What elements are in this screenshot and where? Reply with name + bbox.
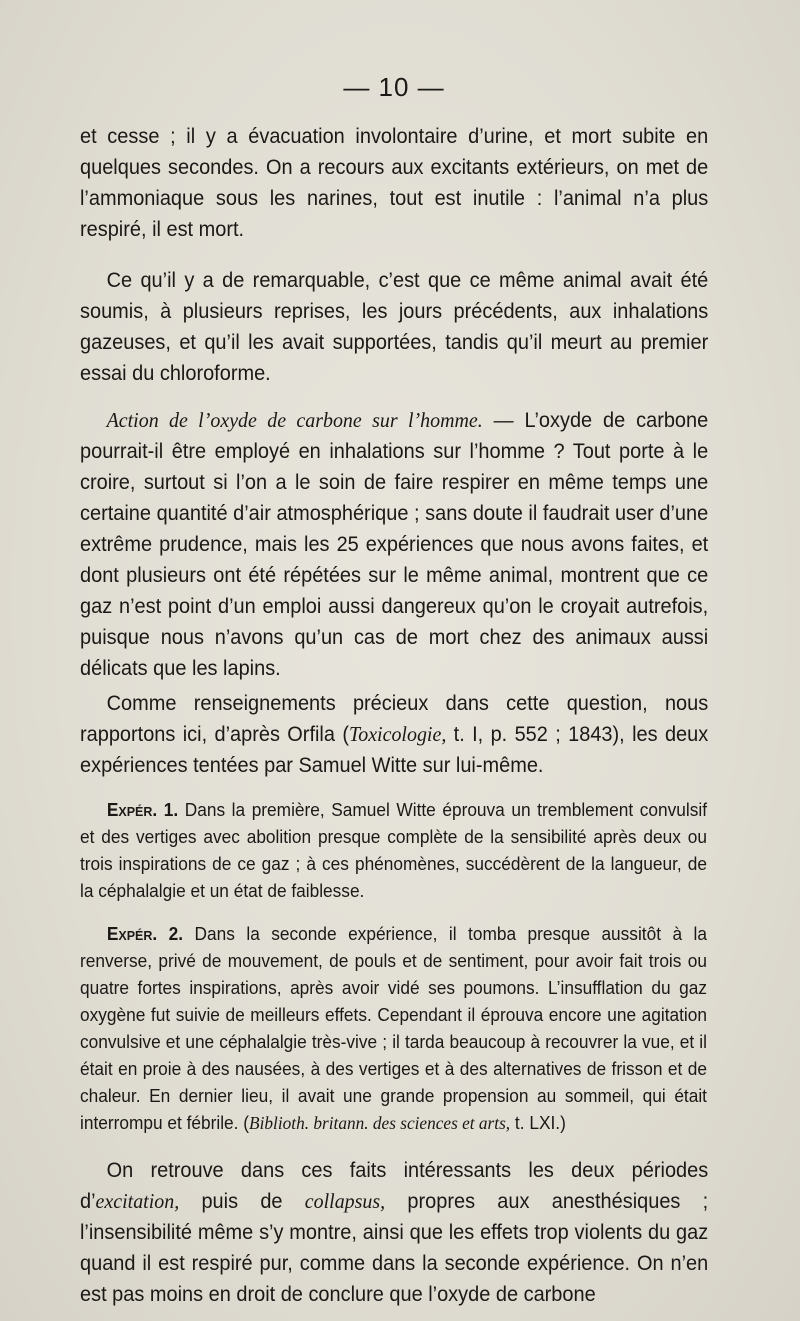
experiment-1 xyxy=(80,797,707,905)
section-body: — L’oxyde de carbone pourrait-il être employé en inhalations sur l’homme ? Tout porte à le croire, surtout si l’on a le soin de faire respirer en même temps une certaine quantité d’air atmosphérique ; sans doute il faudrait user d’une extrême prudence, mais les 25 expériences que nous avons faites, et dont plusieurs ont été répétées sur le même animal, montrent que ce gaz n’est point d’un emploi aussi dangereux qu’on le croyait autrefois, puisque nous n’avons qu’un cas de mort chez des animaux aussi délicats que les lapins. xyxy=(80,409,709,680)
experiment-2-citation: Biblioth. britann. des sciences et arts, xyxy=(249,1113,511,1133)
section-heading: Action de l’oxyde de carbone sur l’homme. xyxy=(106,408,483,432)
conclusion-text-mid: puis de xyxy=(179,1190,305,1213)
conclusion-text-after: propres aux anesthésiques ; l’insensibilité même s’y montre, ainsi que les effets trop violents du gaz quand il est respiré pur, comme dans la seconde expérience. On n’en est pas moins en droit de conclure que l’oxyde de carbone xyxy=(80,1190,709,1306)
paragraph-orfila xyxy=(80,688,708,781)
experiment-2-end: t. LXI.) xyxy=(510,1113,566,1133)
conclusion-term-excitation: excitation, xyxy=(95,1189,180,1213)
page-number: — 10 — xyxy=(343,72,445,102)
experiment-2-label: Expér. 2. xyxy=(106,924,184,944)
experiment-1-label: Expér. 1. xyxy=(106,800,179,820)
experiment-1-body: Dans la première, Samuel Witte éprouva un tremblement convulsif et des vertiges avec abolition presque complète de la sensibilité après deux ou trois inspirations de ce gaz ; à ces phénomènes, succédèrent de la langueur, de la céphalalgie et un état de faiblesse. xyxy=(80,800,707,901)
orfila-text-after: t. I, p. 552 ; 1843), les deux expériences tentées par Samuel Witte sur lui-même. xyxy=(80,723,709,777)
paragraph-remarkable: Ce qu’il y a de remarquable, c’est que ce même animal avait été soumis, à plusieurs reprises, les jours précédents, aux inhalations gazeuses, et qu’il les avait supportées, tandis qu’il meurt au premier essai du chloroforme. xyxy=(80,269,709,385)
orfila-citation: Toxicologie, xyxy=(348,722,447,746)
conclusion-term-collapsus: collapsus, xyxy=(304,1189,386,1213)
orfila-text-before: Comme renseignements précieux dans cette question, nous rapportons ici, d’après Orfila ( xyxy=(80,692,709,746)
paragraph-carbon-monoxide-on-man xyxy=(80,405,708,684)
experiment-2-body: Dans la seconde expérience, il tomba presque aussitôt à la renverse, privé de mouvement, de pouls et de sentiment, pour avoir fait trois ou quatre fortes inspirations, après avoir vidé ses poumons. L’insufflation du gaz oxygène fut suivie de meilleurs effets. Cependant il éprouva encore une agitation convulsive et une céphalalgie très-vive ; il tarda beaucoup à recouvrer la vue, et il était en proie à des nausées, à des vertiges et à des alternatives de frisson et de chaleur. En dernier lieu, il avait une grande propension au sommeil, qui était interrompu et fébrile. ( xyxy=(80,924,708,1133)
experiment-2 xyxy=(80,921,707,1137)
paragraph-conclusion xyxy=(80,1155,708,1310)
conclusion-text-before: On retrouve dans ces faits intéressants les deux périodes d’ xyxy=(80,1159,709,1213)
paragraph-continuation: et cesse ; il y a évacuation involontaire d’urine, et mort subite en quelques secondes. On a recours aux excitants extérieurs, on met de l’ammoniaque sous les narines, tout est inutile : l’animal n’a plus respiré, il est mort. xyxy=(80,125,709,241)
